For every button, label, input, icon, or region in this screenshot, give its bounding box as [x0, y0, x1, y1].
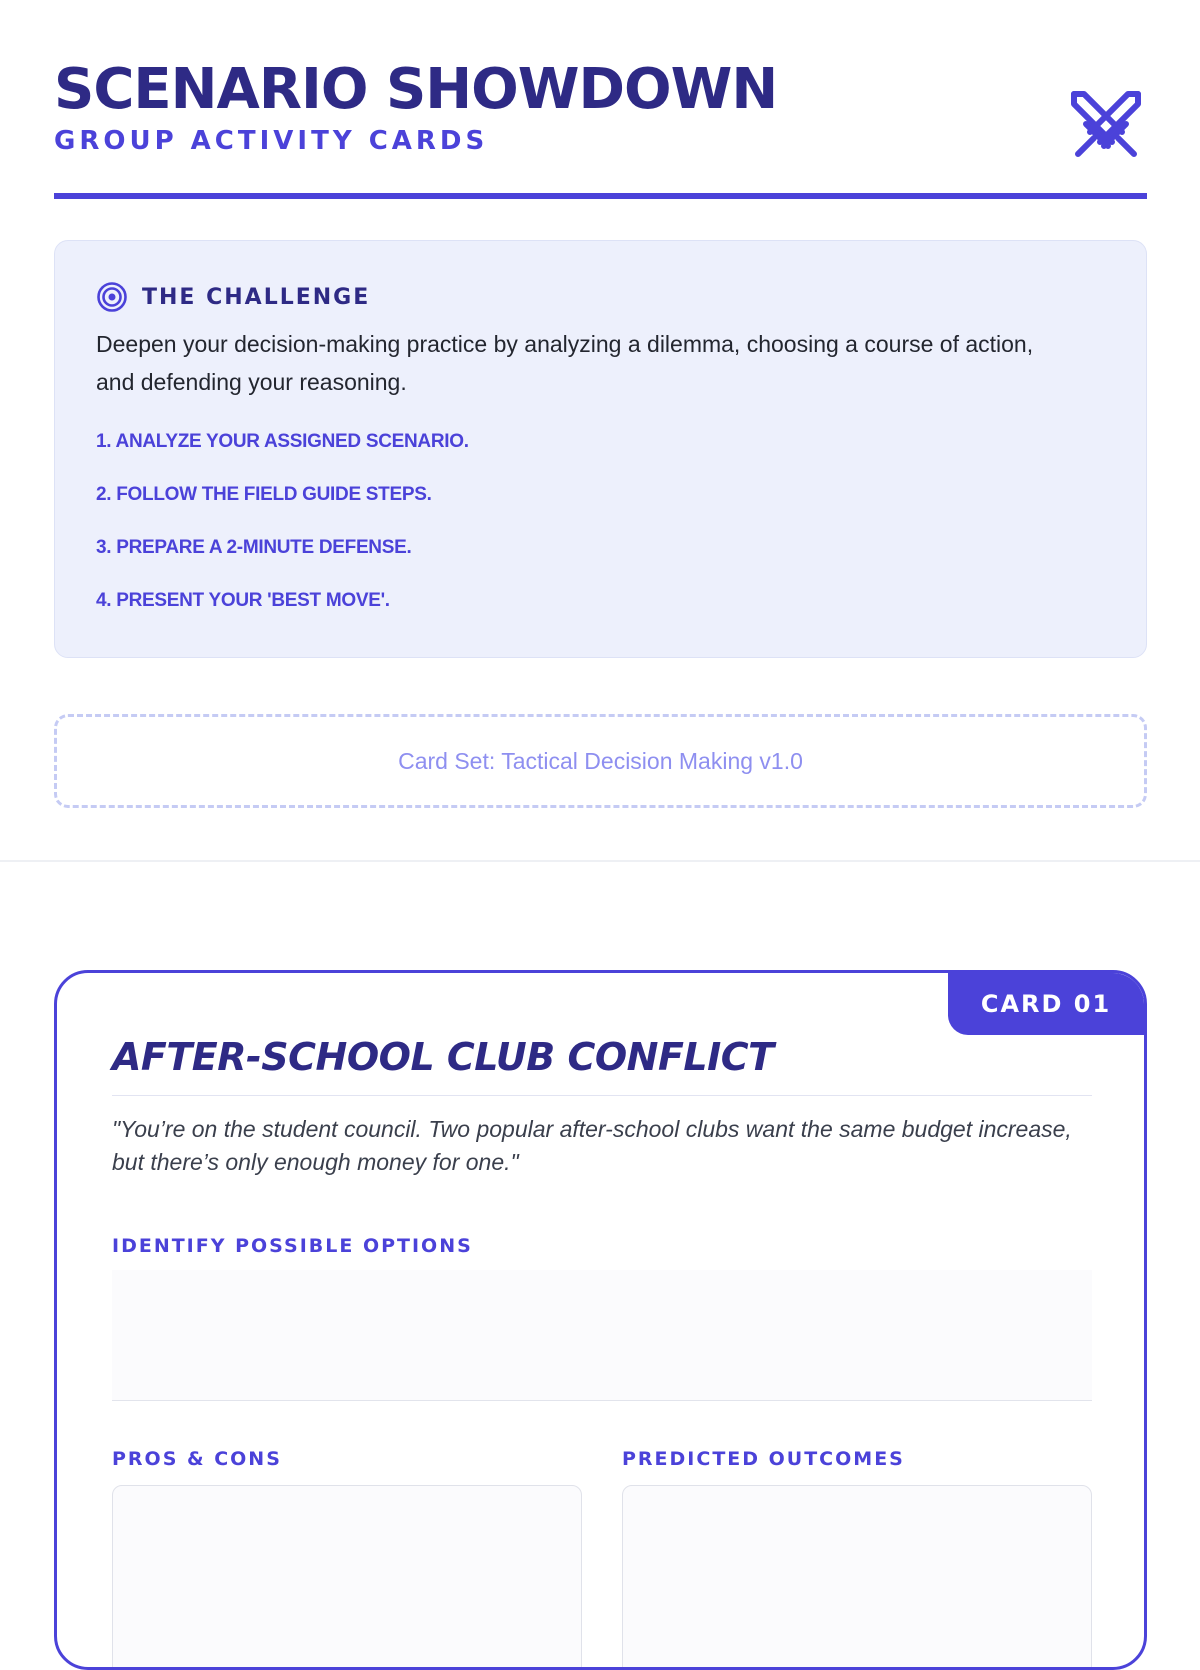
challenge-steps [96, 415, 1106, 627]
options-answer-area[interactable] [112, 1270, 1092, 1401]
challenge-step: 3. PREPARE A 2-MINUTE DEFENSE. [96, 537, 412, 558]
card-number-badge: CARD 01 [948, 973, 1144, 1035]
challenge-panel [54, 240, 1147, 658]
crossed-swords-icon [1070, 90, 1142, 162]
pros-cons-answer-area[interactable] [112, 1485, 582, 1670]
card-title: AFTER-SCHOOL CLUB CONFLICT [112, 1035, 774, 1079]
challenge-step: 1. ANALYZE YOUR ASSIGNED SCENARIO. [96, 431, 469, 452]
page-title: SCENARIO SHOWDOWN [54, 57, 778, 122]
outcomes-label: PREDICTED OUTCOMES [622, 1448, 905, 1470]
header-divider [54, 193, 1147, 199]
section-divider [0, 860, 1200, 862]
card-set-label: Card Set: Tactical Decision Making v1.0 [54, 714, 1147, 808]
options-label: IDENTIFY POSSIBLE OPTIONS [112, 1235, 473, 1257]
pros-cons-label: PROS & CONS [112, 1448, 282, 1470]
scenario-quote: "You’re on the student council. Two popular after-school clubs want the same budget increase, but there’s only enough money for one." [112, 1116, 1072, 1175]
challenge-title: THE CHALLENGE [142, 284, 371, 310]
challenge-step: 2. FOLLOW THE FIELD GUIDE STEPS. [96, 484, 432, 505]
challenge-step: 4. PRESENT YOUR 'BEST MOVE'. [96, 590, 390, 611]
page-header [54, 57, 1147, 156]
outcomes-answer-area[interactable] [622, 1485, 1092, 1670]
target-icon [96, 281, 128, 313]
challenge-description: Deepen your decision-making practice by analyzing a dilemma, choosing a course of action, and defending your reasoning. [96, 331, 1034, 395]
page-subtitle: GROUP ACTIVITY CARDS [54, 126, 489, 156]
scenario-card [54, 970, 1147, 1670]
card-title-divider [112, 1095, 1092, 1096]
